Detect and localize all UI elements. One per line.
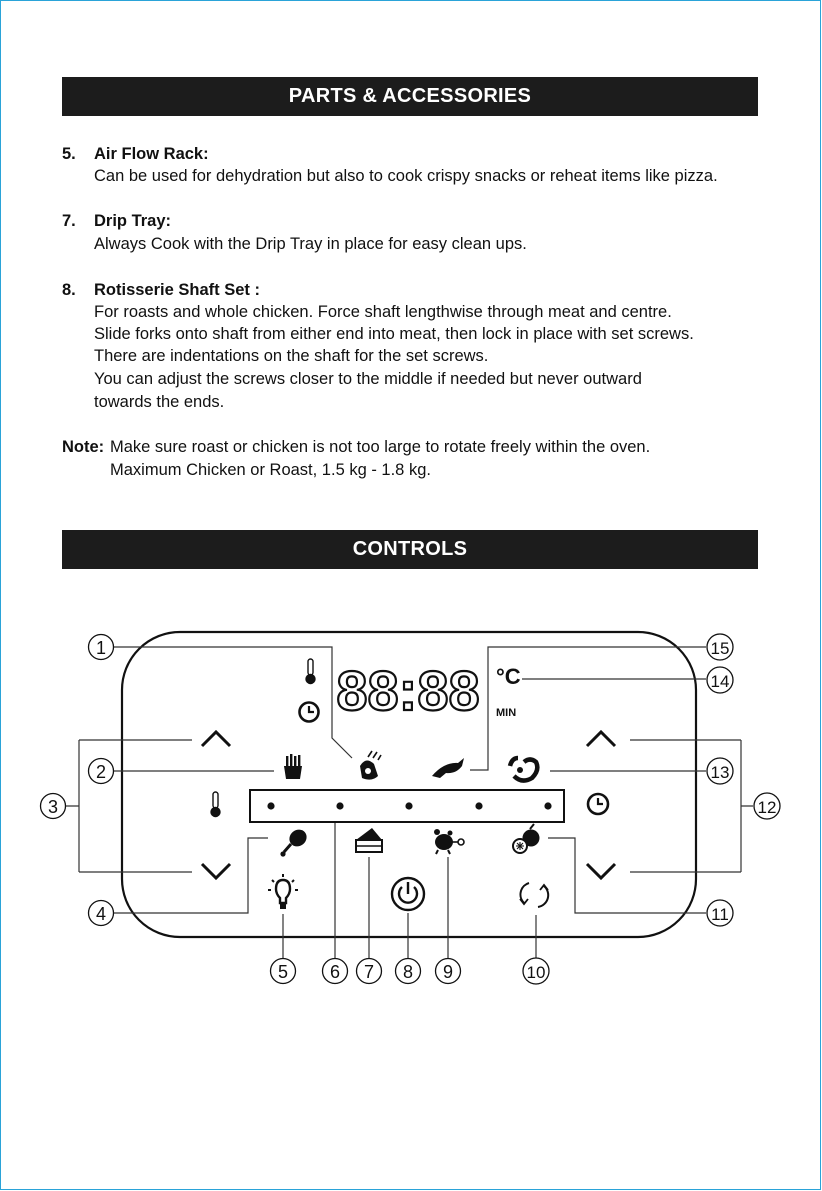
parts-section-title: PARTS & ACCESSORIES xyxy=(62,77,758,116)
item-description-line: You can adjust the screws closer to the middle if needed but never outward xyxy=(94,370,642,388)
temp-up-button[interactable] xyxy=(202,732,230,746)
callout-number: 15 xyxy=(710,639,730,658)
fish-icon[interactable] xyxy=(432,758,464,778)
item-heading-drip-tray: Drip Tray: xyxy=(94,212,172,230)
callout-7 xyxy=(357,959,382,984)
chicken-icon[interactable] xyxy=(280,826,310,857)
note-label: Note: xyxy=(62,438,105,456)
dehydrate-icon[interactable] xyxy=(360,751,381,780)
item-description-line: For roasts and whole chicken. Force shaft lengthwise through meat and centre. xyxy=(94,303,672,321)
callout-number: 1 xyxy=(95,638,107,658)
callout-number: 6 xyxy=(329,962,341,982)
callout-13 xyxy=(707,758,733,784)
item-number: 5. xyxy=(62,145,76,163)
leader-line-4 xyxy=(112,838,268,913)
callout-number: 11 xyxy=(711,905,729,924)
item-description-line: Always Cook with the Drip Tray in place for easy clean ups. xyxy=(94,235,527,253)
callout-number: 12 xyxy=(757,798,777,817)
leader-line-12 xyxy=(630,740,753,872)
callout-8 xyxy=(396,959,421,984)
fruit-icon[interactable] xyxy=(513,824,540,853)
controls-section-title: CONTROLS xyxy=(62,530,758,569)
shrimp-icon[interactable] xyxy=(510,758,537,781)
item-description-line: towards the ends. xyxy=(94,393,225,411)
item-number: 7. xyxy=(62,212,76,230)
rack-position-dot xyxy=(405,802,412,809)
callout-10 xyxy=(523,958,549,984)
time-down-button[interactable] xyxy=(587,864,615,878)
callout-number: 7 xyxy=(363,962,375,982)
callout-number: 5 xyxy=(277,962,289,982)
item-description-line: There are indentations on the shaft for the set screws. xyxy=(94,347,489,365)
callout-4 xyxy=(89,901,114,926)
digital-display: 88:88 xyxy=(336,659,480,722)
item-heading-air-flow-rack: Air Flow Rack: xyxy=(94,145,209,163)
callout-number: 4 xyxy=(95,904,107,924)
light-bulb-icon[interactable] xyxy=(268,874,298,909)
note-line: Make sure roast or chicken is not too large to rotate freely within the oven. xyxy=(110,438,651,456)
item-description-line: Slide forks onto shaft from either end into meat, then lock in place with set screws. xyxy=(94,325,694,343)
item-number: 8. xyxy=(62,281,76,299)
note-line: Maximum Chicken or Roast, 1.5 kg - 1.8 kg. xyxy=(110,461,431,479)
rotate-icon[interactable] xyxy=(520,883,548,907)
callout-number: 13 xyxy=(710,763,730,782)
leader-line-3 xyxy=(66,740,192,872)
callout-3 xyxy=(41,794,66,819)
callout-number: 9 xyxy=(442,962,454,982)
rack-position-dots xyxy=(267,802,551,809)
fries-icon[interactable] xyxy=(284,754,302,779)
callout-number: 2 xyxy=(95,762,107,782)
callout-number: 14 xyxy=(710,672,730,691)
temperature-icon xyxy=(211,792,220,817)
callout-9 xyxy=(436,959,461,984)
callout-number: 10 xyxy=(526,963,546,982)
time-up-button[interactable] xyxy=(587,732,615,746)
rack-position-dot xyxy=(267,802,274,809)
minutes-indicator: MIN xyxy=(496,707,517,719)
callout-14 xyxy=(707,667,733,693)
timer-icon xyxy=(588,794,608,814)
temp-down-button[interactable] xyxy=(202,864,230,878)
rack-position-dot xyxy=(336,802,343,809)
item-description-line: Can be used for dehydration but also to cook crispy snacks or reheat items like pizza. xyxy=(94,167,718,185)
callout-5 xyxy=(271,959,296,984)
leader-line-1 xyxy=(114,647,352,758)
clock-icon xyxy=(300,703,319,722)
callout-number: 3 xyxy=(47,797,59,817)
cake-icon[interactable] xyxy=(356,828,382,852)
callout-6 xyxy=(323,959,348,984)
callout-12 xyxy=(754,793,780,819)
callout-1 xyxy=(89,635,114,660)
callout-11 xyxy=(707,900,733,926)
callout-2 xyxy=(89,759,114,784)
leader-line-11 xyxy=(548,838,706,913)
rack-position-dot xyxy=(475,802,482,809)
celsius-indicator: °C xyxy=(496,664,521,689)
callout-number: 8 xyxy=(402,962,414,982)
power-button[interactable] xyxy=(392,878,424,910)
rotisserie-icon[interactable] xyxy=(434,829,464,854)
thermometer-icon xyxy=(306,659,315,684)
rack-position-dot xyxy=(544,802,551,809)
item-heading-rotisserie-shaft-set: Rotisserie Shaft Set : xyxy=(94,281,260,299)
callout-15 xyxy=(707,634,733,660)
